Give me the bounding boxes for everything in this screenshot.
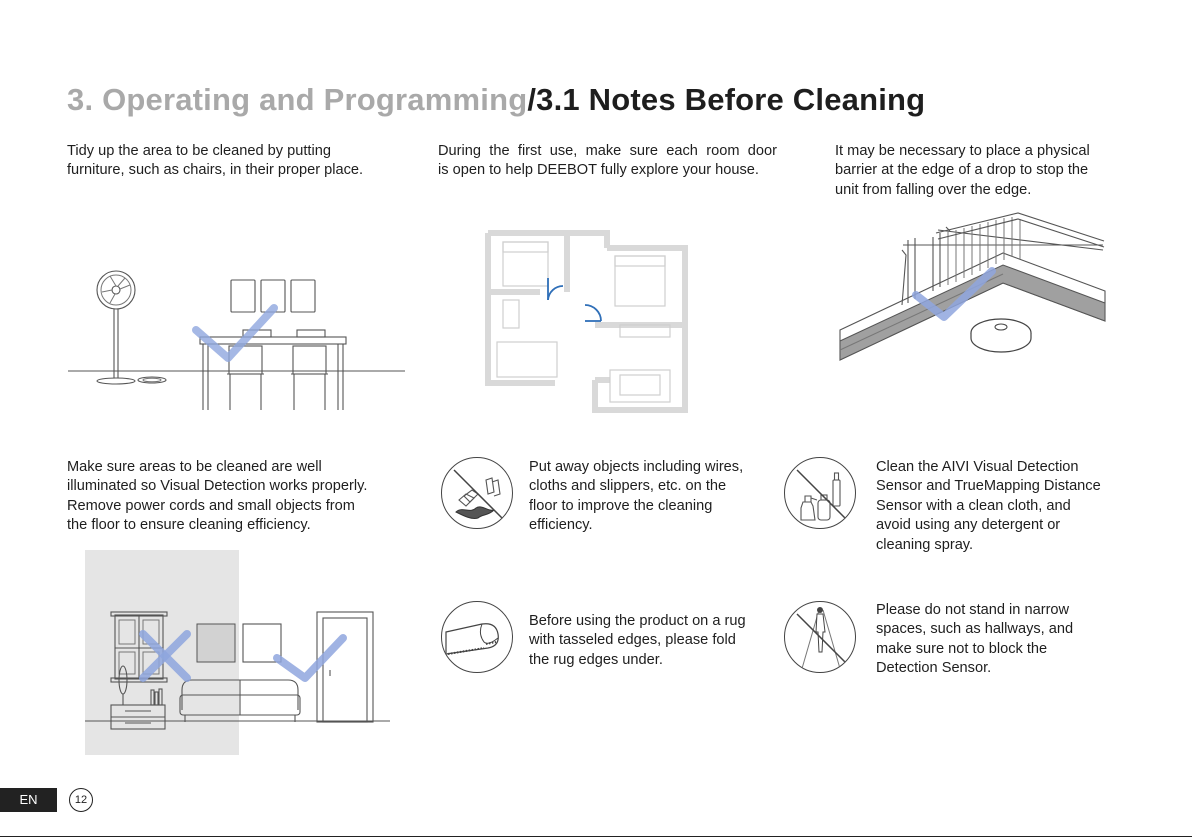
page-number: 12 xyxy=(69,788,93,812)
no-slippers-icon xyxy=(441,457,513,529)
note-doors: During the first use, make sure each room door is open to help DEEBOT fully explore your house. xyxy=(438,143,777,179)
check-mark-icon xyxy=(277,638,343,678)
fan-icon xyxy=(97,271,166,384)
dining-table-icon xyxy=(200,330,346,410)
note-barrier: It may be necessary to place a physical barrier at the edge of a drop to stop the unit from falling over the edge. xyxy=(835,143,1090,198)
section-title: 3. Operating and Programming xyxy=(67,82,528,117)
no-detergent-icon xyxy=(784,457,856,529)
page-title xyxy=(67,82,925,118)
note-objects: Put away objects including wires, cloths and slippers, etc. on the floor to improve the cleaning efficiency. xyxy=(529,459,744,534)
footer-rule xyxy=(0,836,1192,837)
rug-fold-icon xyxy=(441,601,513,673)
living-room-illustration xyxy=(85,550,395,755)
note-light: Make sure areas to be cleaned are well illuminated so Visual Detection works properly. Remove power cords and small objects from the floor to ensure cleaning efficiency. xyxy=(67,459,368,534)
robot-vacuum-icon xyxy=(971,319,1031,352)
note-stand: Please do not stand in narrow spaces, such as hallways, and make sure not to block the Detection Sensor. xyxy=(876,602,1074,677)
note-sensor: Clean the AIVI Visual Detection Sensor and TrueMapping Distance Sensor with a clean cloth, and avoid using any detergent or cleaning spray. xyxy=(876,459,1101,553)
note-rug: Before using the product on a rug with tasseled edges, please fold the rug edges under. xyxy=(529,613,746,668)
language-badge: EN xyxy=(0,788,57,812)
subsection-title: /3.1 Notes Before Cleaning xyxy=(527,82,926,117)
floor-plan-icon xyxy=(485,230,695,415)
dining-room-illustration xyxy=(60,270,410,415)
stairs-barrier-icon xyxy=(838,205,1108,370)
no-standing-icon xyxy=(784,601,856,673)
note-tidy: Tidy up the area to be cleaned by putting furniture, such as chairs, in their proper place. xyxy=(67,143,364,179)
